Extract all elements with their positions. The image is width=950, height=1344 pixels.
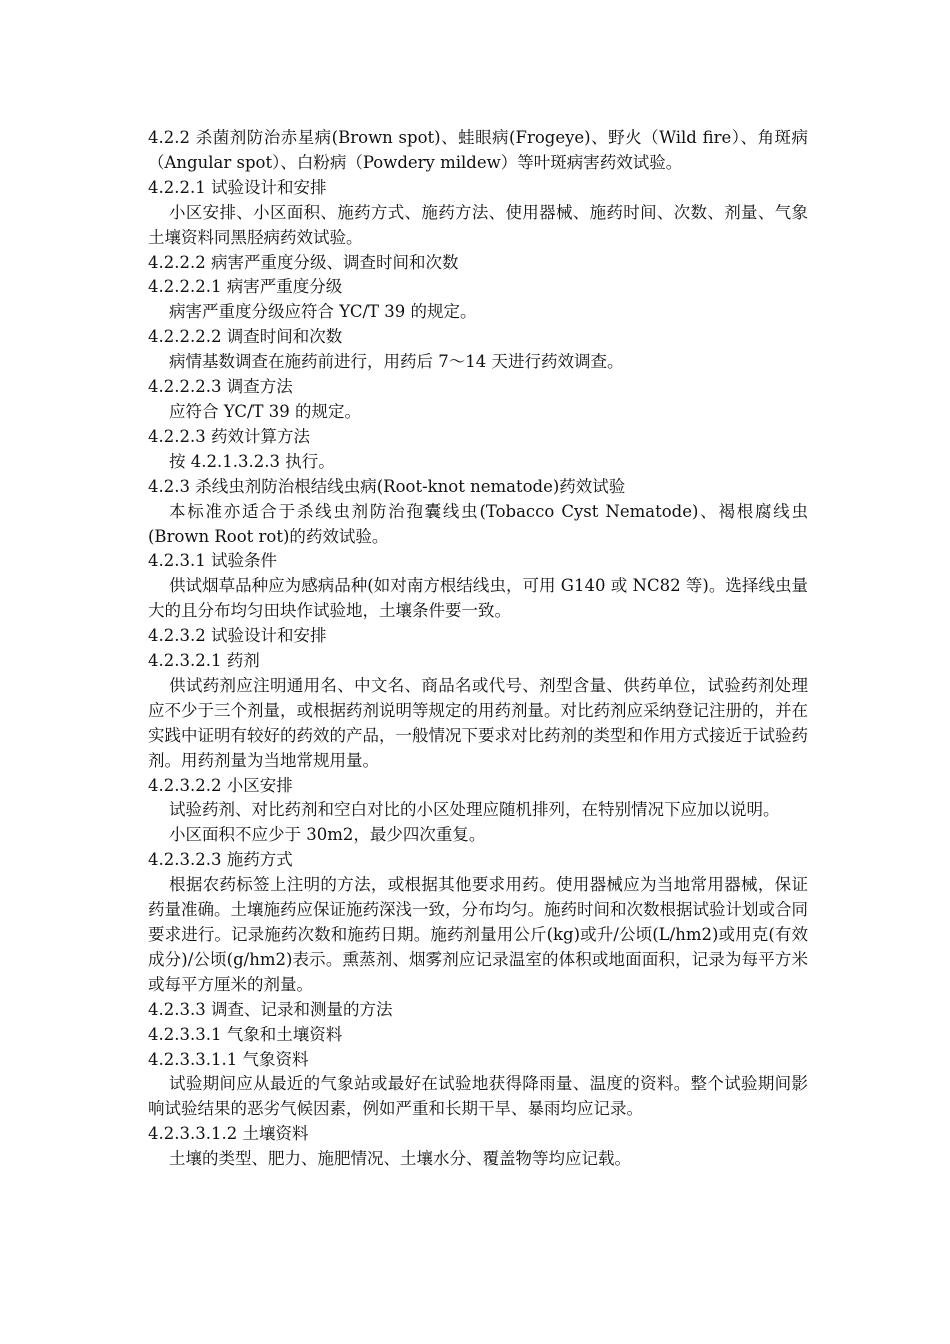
para-4-2-3-3-1-1: 试验期间应从最近的气象站或最好在试验地获得降雨量、温度的资料。整个试验期间影响试验结果的恶劣气候因素，例如严重和长期干旱、暴雨均应记录。 xyxy=(148,1074,808,1119)
para-4-2-3-1: 供试烟草品种应为感病品种(如对南方根结线虫，可用 G140 或 NC82 等)。选择线虫量大的且分布均匀田块作试验地，土壤条件要一致。 xyxy=(148,576,808,621)
heading-4-2-3-3-1: 4.2.3.3.1 气象和土壤资料 xyxy=(148,1024,343,1044)
para-4-2-2-3: 按 4.2.1.3.2.3 执行。 xyxy=(169,451,335,471)
para-4-2-2-2-1: 病害严重度分级应符合 YC/T 39 的规定。 xyxy=(169,302,477,322)
document-page xyxy=(148,126,808,1172)
heading-4-2-2-2-3: 4.2.2.2.3 调查方法 xyxy=(148,377,293,397)
para-4-2-2-2-3: 应符合 YC/T 39 的规定。 xyxy=(169,401,362,421)
para-4-2-2-2-2: 病情基数调查在施药前进行，用药后 7～14 天进行药效调查。 xyxy=(169,352,624,372)
heading-4-2-2-2: 4.2.2.2 病害严重度分级、调查时间和次数 xyxy=(148,252,459,272)
heading-4-2-2: 4.2.2 杀菌剂防治赤星病(Brown spot)、蛙眼病(Frogeye)、野火（Wild fire）、角斑病（Angular spot）、白粉病（Powdery mildew）等叶斑病害药效试验。 xyxy=(148,128,808,172)
heading-4-2-3-3-1-1: 4.2.3.3.1.1 气象资料 xyxy=(148,1049,309,1069)
para-4-2-3-3-1-2: 土壤的类型、肥力、施肥情况、土壤水分、覆盖物等均应记载。 xyxy=(169,1149,631,1169)
heading-4-2-2-1: 4.2.2.1 试验设计和安排 xyxy=(148,177,327,197)
para-4-2-2-1: 小区安排、小区面积、施药方式、施药方法、使用器械、施药时间、次数、剂量、气象土壤资料同黑胫病药效试验。 xyxy=(148,202,808,247)
heading-4-2-2-2-1: 4.2.2.2.1 病害严重度分级 xyxy=(148,277,343,297)
heading-4-2-3-2-3: 4.2.3.2.3 施药方式 xyxy=(148,850,293,870)
heading-4-2-3-2-1: 4.2.3.2.1 药剂 xyxy=(148,651,260,671)
para-4-2-3: 本标准亦适合于杀线虫剂防治孢囊线虫(Tobacco Cyst Nematode)、褐根腐线虫(Brown Root rot)的药效试验。 xyxy=(148,501,808,546)
heading-4-2-3-2-2: 4.2.3.2.2 小区安排 xyxy=(148,775,293,795)
heading-4-2-3-3: 4.2.3.3 调查、记录和测量的方法 xyxy=(148,999,393,1019)
para-4-2-3-2-2-b: 小区面积不应少于 30m2，最少四次重复。 xyxy=(169,825,486,845)
para-4-2-3-2-2-a: 试验药剂、对比药剂和空白对比的小区处理应随机排列，在特别情况下应加以说明。 xyxy=(169,800,780,820)
para-4-2-3-2-3: 根据农药标签上注明的方法，或根据其他要求用药。使用器械应为当地常用器械，保证药量准确。土壤施药应保证施药深浅一致，分布均匀。施药时间和次数根据试验计划或合同要求进行。记录施药次数和施药日期。施药剂量用公斤(kg)或升/公顷(L/hm2)或用克(有效成分)/公顷(g/hm2)表示。熏蒸剂、烟雾剂应记录温室的体积或地面面积，记录为每平方米或每平方厘米的剂量。 xyxy=(148,875,808,994)
heading-4-2-3-2: 4.2.3.2 试验设计和安排 xyxy=(148,626,327,646)
heading-4-2-2-3: 4.2.2.3 药效计算方法 xyxy=(148,426,310,446)
heading-4-2-3-1: 4.2.3.1 试验条件 xyxy=(148,551,277,571)
heading-4-2-3: 4.2.3 杀线虫剂防治根结线虫病(Root-knot nematode)药效试验 xyxy=(148,476,626,496)
para-4-2-3-2-1: 供试药剂应注明通用名、中文名、商品名或代号、剂型含量、供药单位，试验药剂处理应不少于三个剂量，或根据药剂说明等规定的用药剂量。对比药剂应采纳登记注册的，并在实践中证明有较好的药效的产品，一般情况下要求对比药剂的类型和作用方式接近于试验药剂。用药剂量为当地常规用量。 xyxy=(148,675,808,770)
heading-4-2-2-2-2: 4.2.2.2.2 调查时间和次数 xyxy=(148,327,343,347)
heading-4-2-3-3-1-2: 4.2.3.3.1.2 土壤资料 xyxy=(148,1124,309,1144)
